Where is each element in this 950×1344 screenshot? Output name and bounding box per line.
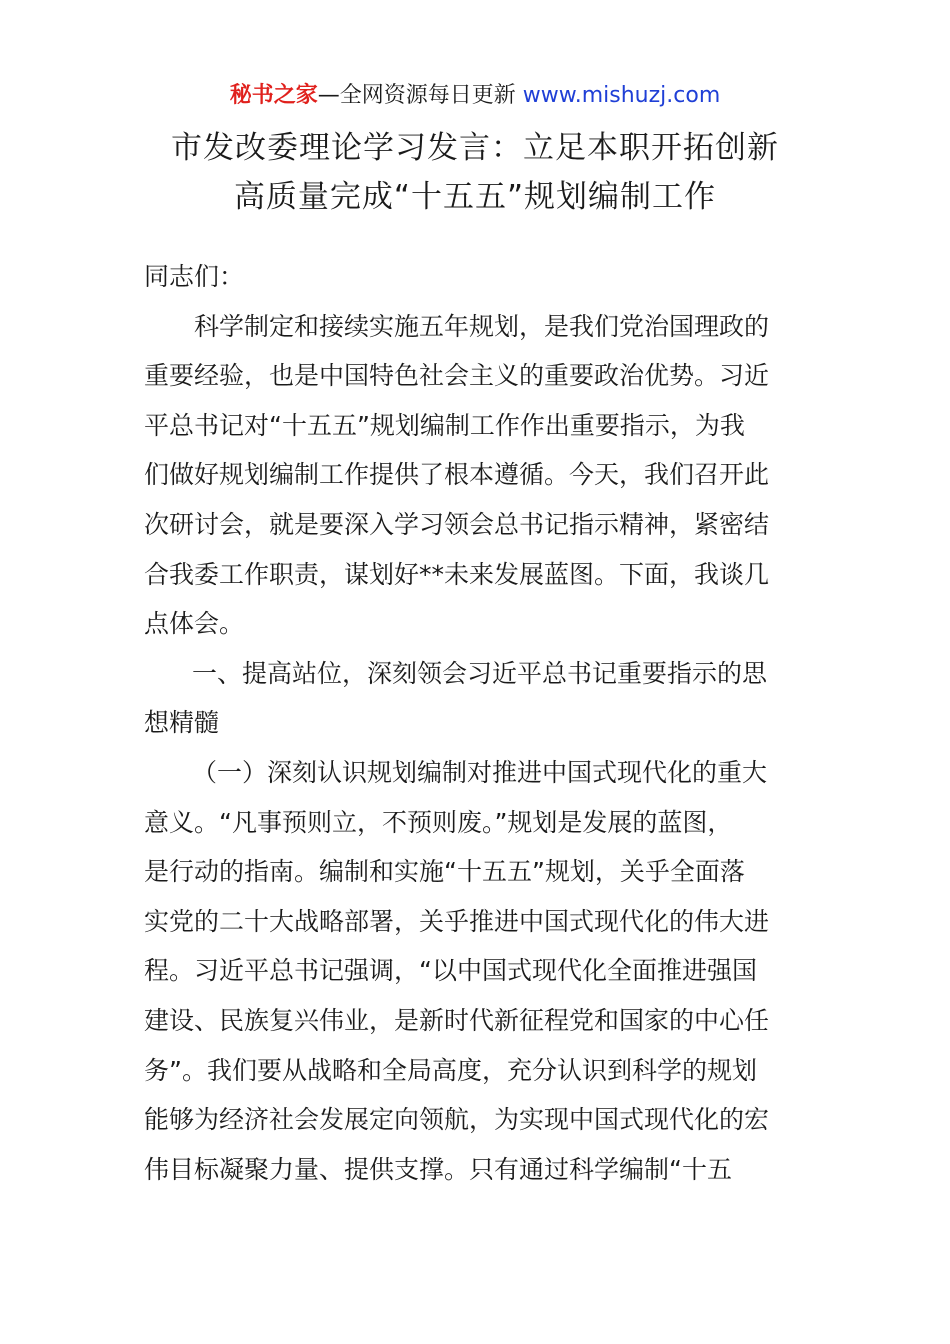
paragraph-line: 建设、民族复兴伟业，是新时代新征程党和国家的中心任: [144, 1005, 770, 1035]
section-heading-line: 一、提高站位，深刻领会习近平总书记重要指示的思: [192, 658, 768, 688]
paragraph-line: （一）深刻认识规划编制对推进中国式现代化的重大: [192, 757, 768, 787]
site-url-link[interactable]: www.mishuzj.com: [522, 83, 721, 108]
section-heading-line: 想精髓: [144, 708, 220, 738]
paragraph-line: 意义。“凡事预则立，不预则废。”规划是发展的蓝图，: [144, 807, 733, 837]
document-title-line-2: 高质量完成“十五五”规划编制工作: [233, 179, 717, 215]
paragraph-line: 务”。我们要从战略和全局高度，充分认识到科学的规划: [144, 1055, 757, 1085]
paragraph-line: 们做好规划编制工作提供了根本遵循。今天，我们召开此: [144, 460, 770, 490]
paragraph-line: 重要经验，也是中国特色社会主义的重要政治优势。习近: [144, 361, 770, 391]
paragraph-line: 程。习近平总书记强调，“以中国式现代化全面推进强国: [144, 956, 757, 986]
paragraph-line: 实党的二十大战略部署，关乎推进中国式现代化的伟大进: [144, 906, 770, 936]
paragraph-line: 点体会。: [144, 609, 245, 639]
document-body: [144, 252, 784, 1194]
paragraph-line: 是行动的指南。编制和实施“十五五”规划，关乎全面落: [144, 857, 745, 887]
brand-name: 秘书之家: [229, 83, 318, 108]
paragraph-line: 科学制定和接续实施五年规划，是我们党治国理政的: [194, 311, 770, 341]
paragraph-line: 伟目标凝聚力量、提供支撑。只有通过科学编制“十五: [144, 1154, 732, 1184]
paragraph-line: 能够为经济社会发展定向领航，为实现中国式现代化的宏: [144, 1105, 770, 1135]
paragraph-line: 平总书记对“十五五”规划编制工作作出重要指示，为我: [144, 410, 745, 440]
paragraph-line: 合我委工作职责，谋划好**未来发展蓝图。下面，我谈几: [144, 559, 770, 589]
header-tagline: —全网资源每日更新: [317, 83, 523, 108]
salutation: 同志们：: [144, 262, 245, 291]
site-header: [0, 80, 950, 112]
paragraph-line: 次研讨会，就是要深入学习领会总书记指示精神，紧密结: [144, 509, 770, 539]
document-title-line-1: 市发改委理论学习发言：立足本职开拓创新: [171, 130, 779, 166]
